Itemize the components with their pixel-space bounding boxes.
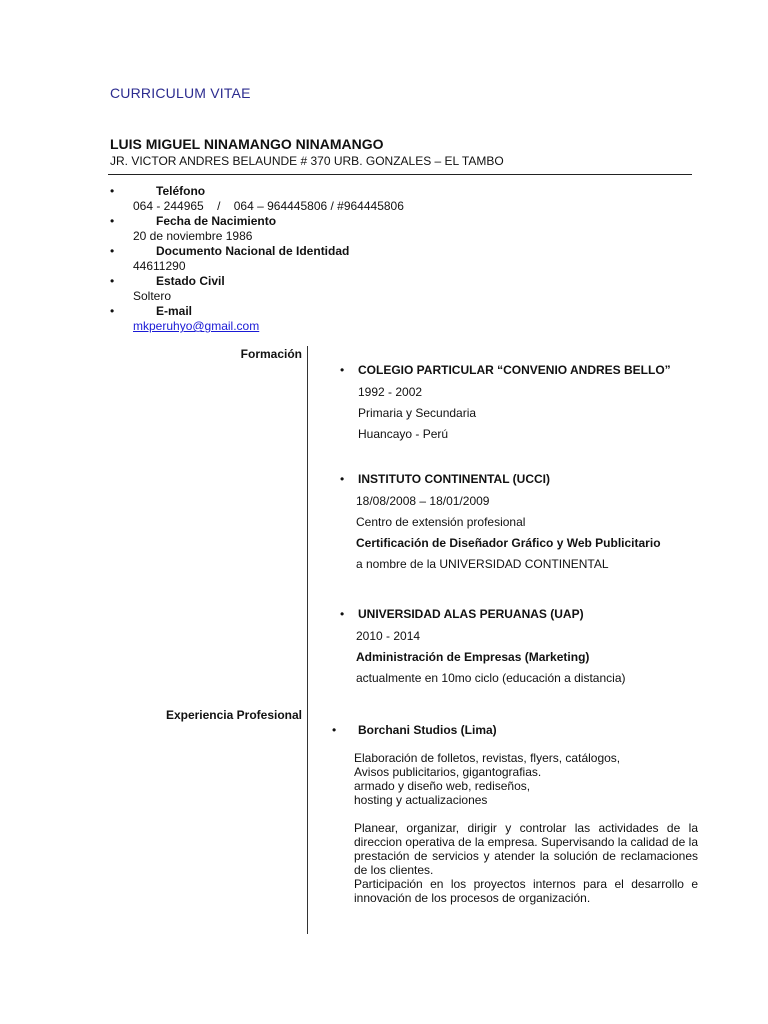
education-entry bbox=[340, 471, 700, 575]
education-line: 2010 - 2014 bbox=[356, 629, 421, 643]
bullet-icon: • bbox=[340, 363, 345, 377]
personal-label: Estado Civil bbox=[156, 274, 225, 288]
personal-value: 064 - 244965 / 064 – 964445806 / #964445806 bbox=[133, 199, 404, 213]
personal-item-estado-civil bbox=[110, 274, 610, 304]
education-line: Huancayo - Perú bbox=[358, 427, 449, 441]
education-line: Certificación de Diseñador Gráfico y Web Publicitario bbox=[356, 536, 661, 550]
education-line: a nombre de la UNIVERSIDAD CONTINENTAL bbox=[356, 557, 609, 571]
education-line: Administración de Empresas (Marketing) bbox=[356, 650, 590, 664]
personal-item-fecha-nacimiento bbox=[110, 214, 610, 244]
section-divider-vertical bbox=[307, 346, 308, 934]
section-heading-experiencia: Experiencia Profesional bbox=[165, 708, 302, 722]
bullet-icon: • bbox=[340, 607, 345, 621]
personal-item-email bbox=[110, 304, 610, 334]
personal-label: Fecha de Nacimiento bbox=[156, 214, 277, 228]
bullet-icon: • bbox=[110, 274, 115, 288]
email-link[interactable]: mkperuhyo@gmail.com bbox=[133, 319, 260, 333]
candidate-name: LUIS MIGUEL NINAMANGO NINAMANGO bbox=[110, 136, 384, 152]
experience-line: Avisos publicitarios, gigantografias. bbox=[354, 765, 542, 779]
bullet-icon: • bbox=[110, 214, 115, 228]
candidate-address: JR. VICTOR ANDRES BELAUNDE # 370 URB. GONZALES – EL TAMBO bbox=[110, 154, 504, 168]
bullet-icon: • bbox=[110, 244, 115, 258]
education-line: actualmente en 10mo ciclo (educación a distancia) bbox=[356, 671, 626, 685]
education-line: 18/08/2008 – 18/01/2009 bbox=[356, 494, 490, 508]
education-line: Centro de extensión profesional bbox=[356, 515, 526, 529]
experience-paragraph: Planear, organizar, dirigir y controlar las actividades de la direccion operativa de la empresa. Supervisando la calidad de la prestación de servicios y atender la solución de reclamaciones de los clientes. bbox=[354, 821, 698, 877]
experience-company: Borchani Studios (Lima) bbox=[358, 723, 497, 737]
bullet-icon: • bbox=[332, 723, 337, 737]
personal-value: 20 de noviembre 1986 bbox=[133, 229, 253, 243]
document-title: CURRICULUM VITAE bbox=[110, 85, 251, 101]
education-line: 1992 - 2002 bbox=[358, 385, 423, 399]
section-heading-formacion: Formación bbox=[240, 347, 302, 361]
header-divider bbox=[108, 174, 692, 175]
experience-entry bbox=[332, 722, 704, 905]
experience-line: Elaboración de folletos, revistas, flyers, catálogos, bbox=[354, 751, 621, 765]
personal-value: Soltero bbox=[133, 289, 172, 303]
personal-label: Documento Nacional de Identidad bbox=[156, 244, 350, 258]
personal-value: 44611290 bbox=[133, 259, 186, 273]
education-title: UNIVERSIDAD ALAS PERUANAS (UAP) bbox=[358, 607, 584, 621]
experience-line: hosting y actualizaciones bbox=[354, 793, 488, 807]
personal-item-dni bbox=[110, 244, 610, 274]
bullet-icon: • bbox=[110, 184, 115, 198]
personal-label: E-mail bbox=[156, 304, 193, 318]
personal-label: Teléfono bbox=[156, 184, 206, 198]
education-title: INSTITUTO CONTINENTAL (UCCI) bbox=[358, 472, 550, 486]
personal-item-telefono bbox=[110, 184, 610, 214]
education-title: COLEGIO PARTICULAR “CONVENIO ANDRES BELLO” bbox=[358, 363, 671, 377]
experience-line: armado y diseño web, rediseños, bbox=[354, 779, 531, 793]
bullet-icon: • bbox=[340, 472, 345, 486]
experience-paragraph: Participación en los proyectos internos para el desarrollo e innovación de los procesos de organización. bbox=[354, 877, 698, 905]
education-entry bbox=[340, 606, 700, 689]
bullet-icon: • bbox=[110, 304, 115, 318]
education-line: Primaria y Secundaria bbox=[358, 406, 477, 420]
education-entry bbox=[340, 362, 700, 445]
